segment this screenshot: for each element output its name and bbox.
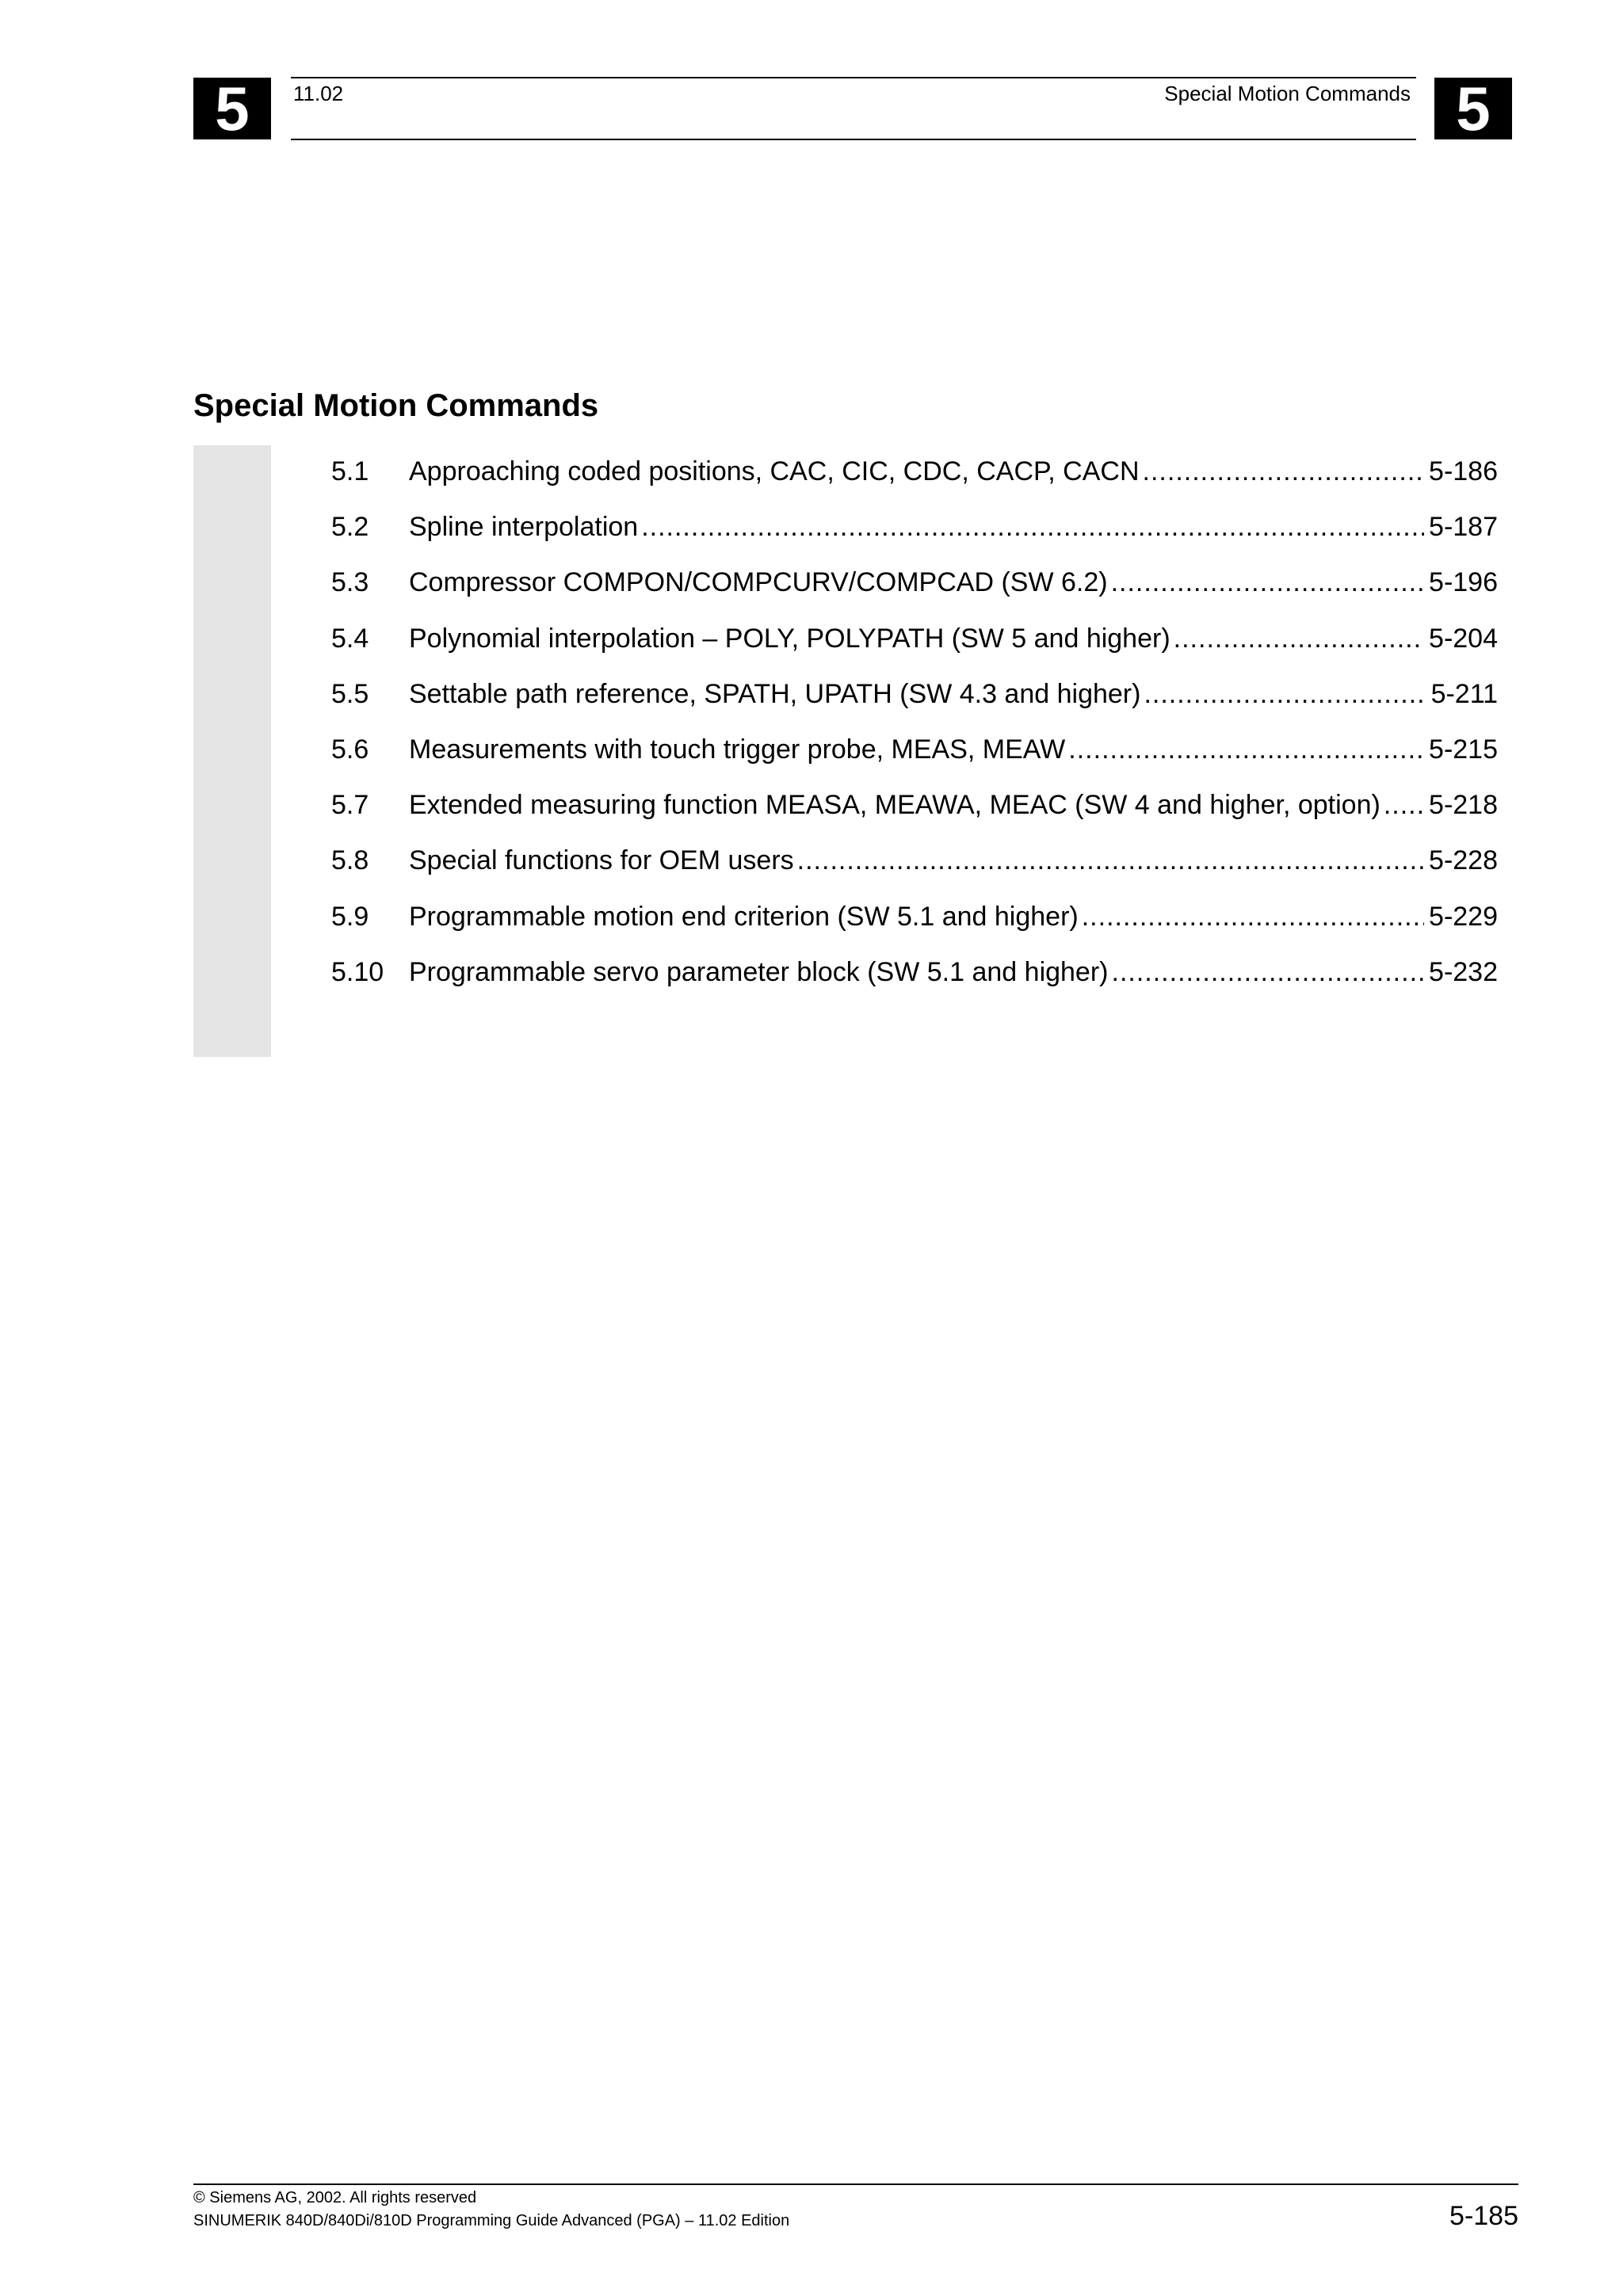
toc-page: 5-228 [1429,845,1498,876]
toc-number: 5.7 [331,790,369,821]
toc-title: Spline interpolation [409,512,639,543]
section-heading: Special Motion Commands [193,388,599,423]
margin-bar [193,445,271,1057]
toc-number: 5.1 [331,456,369,486]
toc-leader-dots [1068,734,1424,765]
toc-leader-dots [797,845,1424,876]
toc-page: 5-232 [1429,956,1498,987]
toc-entry-5-7[interactable] [331,790,1498,845]
table-of-contents [331,456,1498,1013]
toc-number: 5.8 [331,845,369,876]
footer-manual-title: SINUMERIK 840D/840Di/810D Programming Guide Advanced (PGA) – 11.02 Edition [193,2212,790,2229]
toc-page: 5-211 [1430,678,1498,709]
toc-title: Settable path reference, SPATH, UPATH (SW 4.3 and higher) [409,678,1141,709]
toc-entry-5-8[interactable] [331,845,1498,901]
toc-page: 5-229 [1429,901,1498,932]
toc-page: 5-186 [1429,456,1498,486]
toc-page: 5-215 [1429,734,1498,765]
toc-entry-5-4[interactable] [331,624,1498,679]
toc-leader-dots [1384,790,1424,821]
header-title: Special Motion Commands [1164,82,1411,105]
toc-number: 5.6 [331,734,369,765]
toc-page: 5-196 [1429,567,1498,598]
toc-number: 5.5 [331,678,369,709]
toc-title: Measurements with touch trigger probe, MEAS, MEAW [409,734,1066,765]
toc-page: 5-218 [1429,790,1498,821]
toc-number: 5.2 [331,512,369,543]
toc-page: 5-204 [1429,623,1498,654]
footer-page-number: 5-185 [1449,2201,1518,2231]
toc-title: Approaching coded positions, CAC, CIC, CDC, CACP, CACN [409,456,1140,486]
footer-copyright: © Siemens AG, 2002. All rights reserved [193,2189,477,2206]
toc-entry-5-1[interactable] [331,456,1498,512]
toc-title: Extended measuring function MEASA, MEAWA, MEAC (SW 4 and higher, option) [409,790,1381,821]
toc-title: Polynomial interpolation – POLY, POLYPATH (SW 5 and higher) [409,623,1170,654]
header-rule-bottom [291,139,1416,140]
chapter-number-left: 5 [193,78,271,139]
toc-page: 5-187 [1429,512,1498,543]
toc-entry-5-5[interactable] [331,679,1498,734]
toc-title: Compressor COMPON/COMPCURV/COMPCAD (SW 6.2) [409,567,1108,598]
toc-number: 5.10 [331,956,384,987]
toc-leader-dots [1082,902,1424,933]
toc-entry-5-2[interactable] [331,512,1498,567]
toc-leader-dots [1144,679,1426,710]
toc-title: Programmable motion end criterion (SW 5.1 and higher) [409,901,1079,932]
toc-number: 5.4 [331,623,369,654]
header-rule-top [291,77,1416,78]
toc-title: Special functions for OEM users [409,845,794,876]
header-date: 11.02 [293,82,344,105]
toc-number: 5.9 [331,901,369,932]
toc-number: 5.3 [331,567,369,598]
toc-leader-dots [1111,567,1424,598]
toc-title: Programmable servo parameter block (SW 5.1 and higher) [409,956,1109,987]
toc-entry-5-3[interactable] [331,567,1498,623]
toc-leader-dots [641,512,1424,543]
toc-entry-5-6[interactable] [331,734,1498,790]
toc-leader-dots [1112,957,1425,988]
toc-leader-dots [1174,624,1424,654]
toc-leader-dots [1143,456,1425,487]
footer-rule [193,2183,1518,2185]
toc-entry-5-10[interactable] [331,957,1498,1013]
toc-entry-5-9[interactable] [331,902,1498,957]
chapter-number-right: 5 [1434,78,1512,139]
